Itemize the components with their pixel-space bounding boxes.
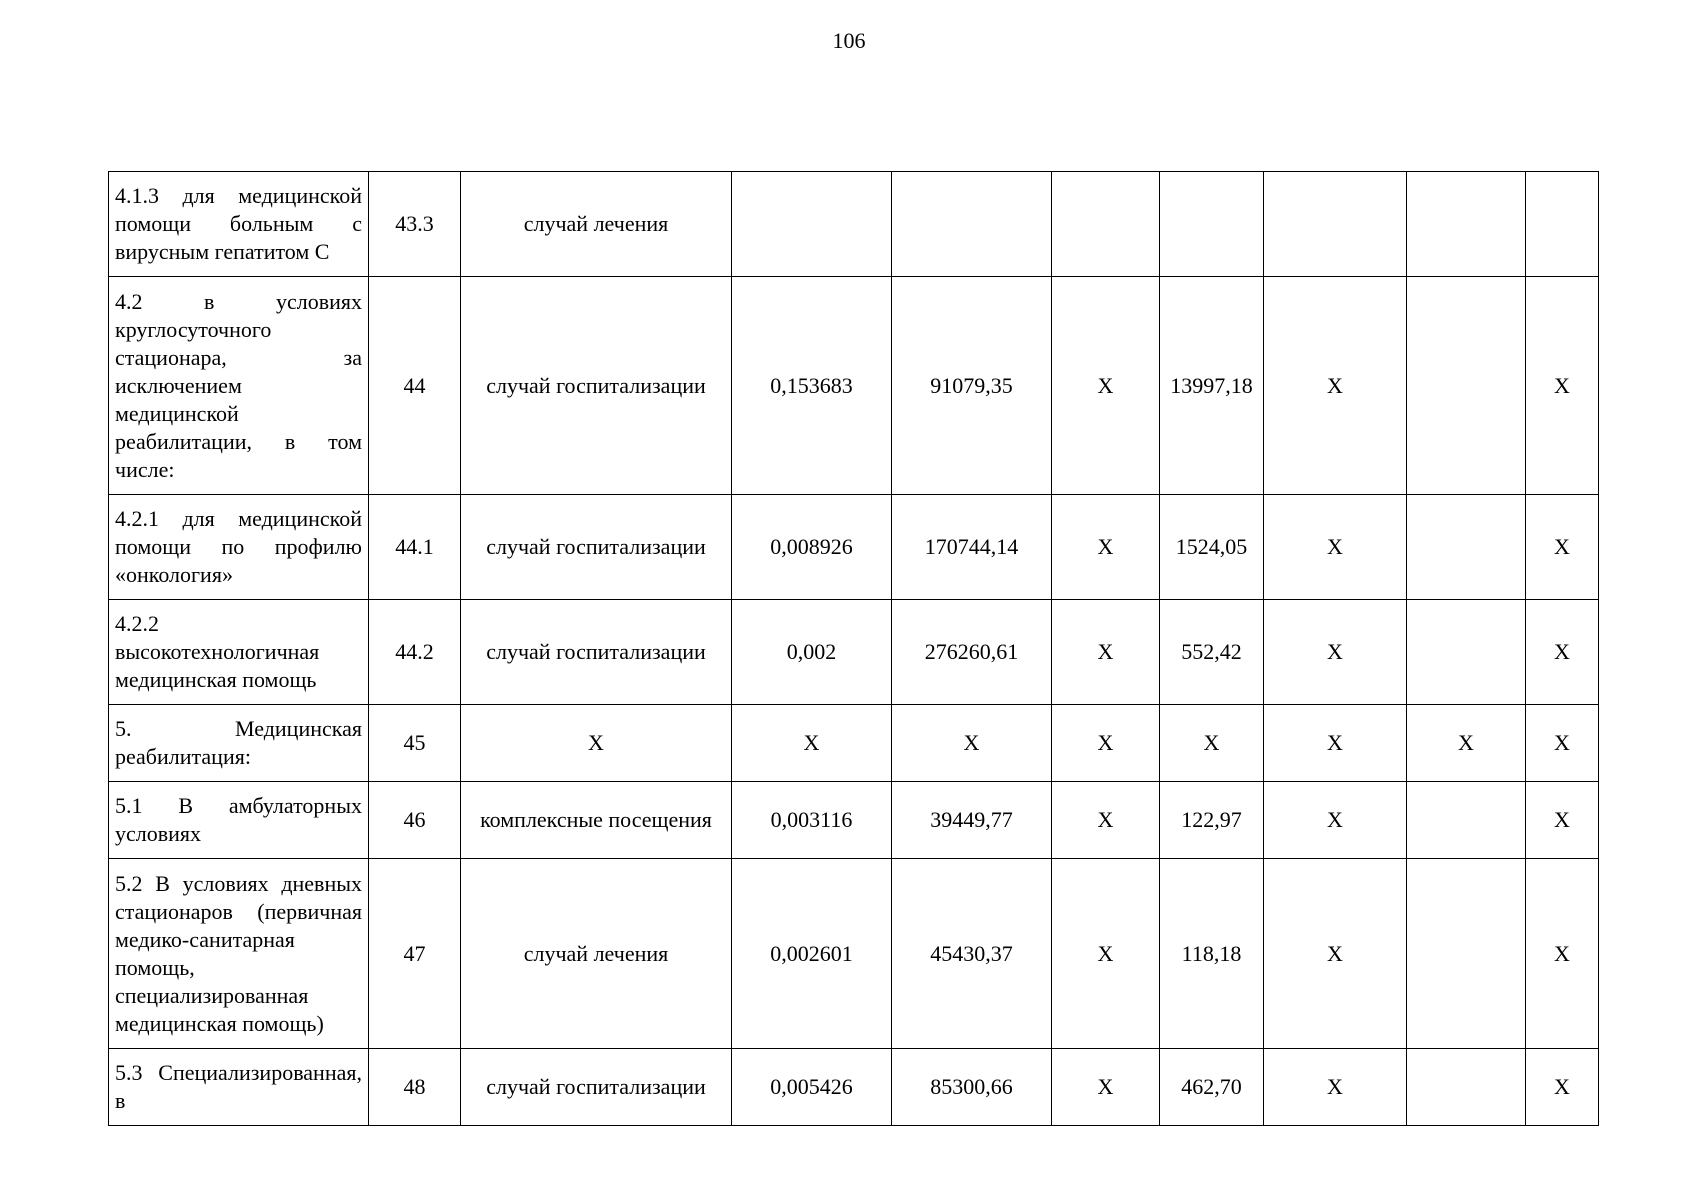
- row-unit: комплексные посещения: [461, 782, 732, 859]
- row-cell: Х: [1052, 859, 1160, 1049]
- row-cell: 0,002601: [732, 859, 892, 1049]
- row-name: 5.2 В условиях дневных стационаров (первичная медико-санитарная помощь, специализированная медицинская помощь): [109, 859, 369, 1049]
- row-cell: Х: [1052, 705, 1160, 782]
- row-cell: Х: [1526, 600, 1599, 705]
- row-cell: Х: [1264, 277, 1407, 495]
- row-name: 5.3 Специализированная, в: [109, 1049, 369, 1126]
- row-cell: 85300,66: [892, 1049, 1052, 1126]
- row-cell: 170744,14: [892, 495, 1052, 600]
- table-row: [109, 705, 1599, 782]
- row-cell: 276260,61: [892, 600, 1052, 705]
- row-cell: Х: [1052, 600, 1160, 705]
- row-name: 4.2.1 для медицинской помощи по профилю «онкология»: [109, 495, 369, 600]
- row-cell: [1264, 172, 1407, 277]
- row-name: 4.2 в условиях круглосуточного стационара, за исключением медицинской реабилитации, в том числе:: [109, 277, 369, 495]
- row-cell: 39449,77: [892, 782, 1052, 859]
- row-cell: 0,008926: [732, 495, 892, 600]
- row-cell: 122,97: [1160, 782, 1264, 859]
- row-cell: Х: [1264, 1049, 1407, 1126]
- row-cell: Х: [1526, 495, 1599, 600]
- row-cell: Х: [1264, 495, 1407, 600]
- row-name: 5.1 В амбулаторных условиях: [109, 782, 369, 859]
- data-table: [108, 171, 1599, 1126]
- row-code: 44.1: [369, 495, 461, 600]
- row-cell: 45430,37: [892, 859, 1052, 1049]
- row-cell: [892, 172, 1052, 277]
- row-cell: Х: [1052, 782, 1160, 859]
- row-cell: Х: [1264, 859, 1407, 1049]
- table-row: [109, 859, 1599, 1049]
- row-name: 4.1.3 для медицинской помощи больным с вирусным гепатитом С: [109, 172, 369, 277]
- row-code: 47: [369, 859, 461, 1049]
- row-unit: случай лечения: [461, 172, 732, 277]
- row-cell: Х: [1264, 782, 1407, 859]
- row-cell: Х: [1052, 277, 1160, 495]
- row-cell: [1407, 782, 1526, 859]
- row-cell: 1524,05: [1160, 495, 1264, 600]
- row-cell: [1160, 172, 1264, 277]
- row-name: 4.2.2 высокотехнологичная медицинская помощь: [109, 600, 369, 705]
- table-row: [109, 600, 1599, 705]
- row-cell: [1407, 172, 1526, 277]
- row-unit: случай лечения: [461, 859, 732, 1049]
- row-cell: [1526, 172, 1599, 277]
- row-code: 44: [369, 277, 461, 495]
- row-cell: 552,42: [1160, 600, 1264, 705]
- row-code: 44.2: [369, 600, 461, 705]
- row-code: 46: [369, 782, 461, 859]
- table-row: [109, 277, 1599, 495]
- row-cell: [1407, 600, 1526, 705]
- row-cell: [1407, 277, 1526, 495]
- row-cell: 0,153683: [732, 277, 892, 495]
- page-number: 106: [832, 28, 866, 53]
- row-cell: Х: [1264, 705, 1407, 782]
- row-cell: Х: [1052, 495, 1160, 600]
- row-cell: 0,003116: [732, 782, 892, 859]
- row-cell: [1407, 859, 1526, 1049]
- row-unit: случай госпитализации: [461, 277, 732, 495]
- row-cell: Х: [732, 705, 892, 782]
- row-cell: 118,18: [1160, 859, 1264, 1049]
- table-row: [109, 1049, 1599, 1126]
- row-cell: 462,70: [1160, 1049, 1264, 1126]
- row-cell: Х: [1052, 1049, 1160, 1126]
- row-cell: Х: [1407, 705, 1526, 782]
- row-cell: Х: [1160, 705, 1264, 782]
- row-cell: 0,005426: [732, 1049, 892, 1126]
- row-cell: Х: [1526, 1049, 1599, 1126]
- table-row: [109, 782, 1599, 859]
- row-cell: Х: [1526, 705, 1599, 782]
- row-unit: случай госпитализации: [461, 1049, 732, 1126]
- row-code: 43.3: [369, 172, 461, 277]
- row-unit: случай госпитализации: [461, 600, 732, 705]
- row-cell: Х: [892, 705, 1052, 782]
- row-cell: [1052, 172, 1160, 277]
- table-row: [109, 172, 1599, 277]
- row-cell: 0,002: [732, 600, 892, 705]
- row-cell: [1407, 495, 1526, 600]
- row-cell: 91079,35: [892, 277, 1052, 495]
- row-cell: Х: [1264, 600, 1407, 705]
- table-row: [109, 495, 1599, 600]
- row-cell: Х: [1526, 859, 1599, 1049]
- row-cell: Х: [1526, 277, 1599, 495]
- row-code: 48: [369, 1049, 461, 1126]
- row-cell: [732, 172, 892, 277]
- row-cell: Х: [1526, 782, 1599, 859]
- row-code: 45: [369, 705, 461, 782]
- row-unit: Х: [461, 705, 732, 782]
- row-cell: 13997,18: [1160, 277, 1264, 495]
- row-cell: [1407, 1049, 1526, 1126]
- row-name: 5. Медицинская реабилитация:: [109, 705, 369, 782]
- row-unit: случай госпитализации: [461, 495, 732, 600]
